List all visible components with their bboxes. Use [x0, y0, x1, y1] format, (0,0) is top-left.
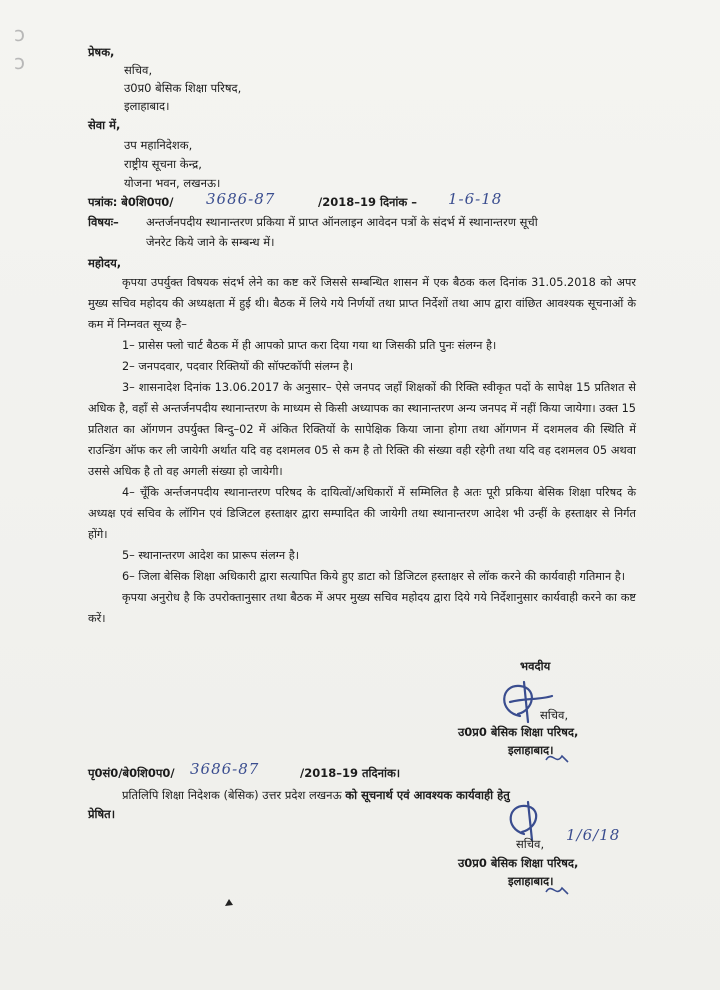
body-point: 5– स्थानान्तरण आदेश का प्रारूप संलग्न है। [122, 549, 299, 562]
recipient-label: सेवा में, [88, 118, 121, 132]
body-closing: कृपया अनुरोध है कि उपरोक्तानुसार तथा बैठक में अपर मुख्य सचिव महोदय द्वारा दिये गये निर्देशानुसार कार्यवाही करने का कष्ट करें। [88, 591, 636, 625]
body-point: 3– शासनादेश दिनांक 13.06.2017 के अनुसार– ऐसे जनपद जहाँ शिक्षकों की रिक्ति स्वीकृत पदों के सापेक्ष 15 प्रतिशत से अधिक है, वहाँ से अन्तर्जनपदीय स्थानान्तरण के माध्यम से किसी अध्यापक का स्थानान्तरण अन्य जनपद में नहीं किया जायेगा। उक्त 15 प्रतिशत का ऑगणन उपर्युक्त बिन्दु–02 में अंकित रिक्तियों के सापेक्षिक किया जाना होगा तथा ऑगणन में दशमलव की स्थिति में राउन्डिंग ऑफ कर ली जायेगी अर्थात यदि वह दशमलव 05 से कम है तो रिक्ति की संख्या वही रहेगी तथा यदि वह दशमलव 05 अथवा उससे अधिक है तो वह अगली संख्या हो जायेगी। [88, 381, 636, 478]
copy-prefix: पृ0सं0/बे0शि0प0/ [88, 766, 175, 780]
signature-line: उ0प्र0 बेसिक शिक्षा परिषद, [458, 856, 579, 870]
handwritten-sign-date: 1/6/18 [566, 826, 621, 844]
signature-initials [542, 880, 572, 900]
sender-line: इलाहाबाद। [124, 99, 170, 113]
body-point: 1– प्रासेस फ्लो चार्ट बैठक में ही आपको प्राप्त करा दिया गया था जिसकी प्रति पुनः संलग्न है। [122, 339, 497, 352]
handwritten-copy-number: 3686-87 [190, 760, 260, 778]
body-point: 4– चूँकि अर्न्तजनपदीय स्थानान्तरण परिषद के दायित्वों/अधिकारों में सम्मिलित है अतः पूरी प्रकिया बेसिक शिक्षा परिषद के अध्यक्ष एवं सचिव के लॉगिन एवं डिजिटल हस्ताक्षर द्वारा सम्पादित की जायेगी तथा स्थानान्तरण आदेश भी उन्हीं के हस्ताक्षर से निर्गत होंगे। [88, 486, 636, 541]
handwritten-letter-date: 1-6-18 [448, 190, 503, 208]
sender-label: प्रेषक, [88, 45, 115, 59]
copy-text-plain: प्रतिलिपि शिक्षा निदेशक (बेसिक) उत्तर प्रदेश लखनऊ [122, 788, 342, 802]
body-point: 2– जनपदवार, पदवार रिक्तियों की सॉफ्टकॉपी संलग्न है। [122, 360, 354, 373]
subject-line: जेनरेट किये जाने के सम्बन्ध में। [146, 235, 275, 249]
signature-line: सचिव, [516, 837, 545, 851]
letter-body [88, 272, 636, 629]
salutation: महोदय, [88, 256, 122, 270]
sender-line: सचिव, [124, 63, 153, 77]
margin-mark: ↄ [14, 22, 25, 46]
copy-text-bold: को सूचनार्थ एवं आवश्यक कार्यवाही हेतु [345, 788, 510, 802]
valediction: भवदीय [520, 659, 551, 673]
copy-text [122, 787, 510, 803]
sender-line: उ0प्र0 बेसिक शिक्षा परिषद, [124, 81, 242, 95]
recipient-line: योजना भवन, लखनऊ। [124, 176, 221, 190]
copy-line: प्रेषित। [88, 807, 116, 821]
signature-line: उ0प्र0 बेसिक शिक्षा परिषद, [458, 725, 579, 739]
recipient-line: राष्ट्रीय सूचना केन्द्र, [124, 157, 202, 171]
signature-initials [542, 748, 572, 768]
body-intro: कृपया उपर्युक्त विषयक संदर्भ लेने का कष्ट करें जिससे सम्बन्धित शासन में एक बैठक कल दिनांक 31.05.2018 को अपर मुख्य सचिव महोदय की अध्यक्षता में हुई थी। बैठक में लिये गये निर्णयों तथा प्राप्त निर्देशों तथा आप द्वारा वांछित आवश्यक सूचनाओं के कम में निम्नवत सूच्य है– [88, 276, 636, 331]
subject-label: विषयः– [88, 215, 119, 229]
recipient-line: उप महानिदेशक, [124, 138, 193, 152]
ink-speck [222, 896, 236, 910]
signature-line: सचिव, [540, 708, 569, 722]
copy-year: /2018–19 तदिनांक। [300, 766, 401, 780]
signature-line: इलाहाबाद। [508, 743, 554, 757]
margin-mark: ↄ [14, 50, 25, 74]
reference-prefix: पत्रांक: बे0शि0प0/ [88, 195, 174, 209]
signature-line: इलाहाबाद। [508, 874, 554, 888]
subject-line: अन्तर्जनपदीय स्थानान्तरण प्रकिया में प्राप्त ऑनलाइन आवेदन पत्रों के संदर्भ में स्थानान्तरण सूची [146, 215, 538, 229]
handwritten-letter-number: 3686-87 [206, 190, 276, 208]
body-point: 6– जिला बेसिक शिक्षा अधिकारी द्वारा सत्यापित किये हुए डाटा को डिजिटल हस्ताक्षर से लॉक करने की कार्यवाही गतिमान है। [122, 570, 626, 583]
reference-year-date: /2018–19 दिनांक – [318, 195, 417, 209]
